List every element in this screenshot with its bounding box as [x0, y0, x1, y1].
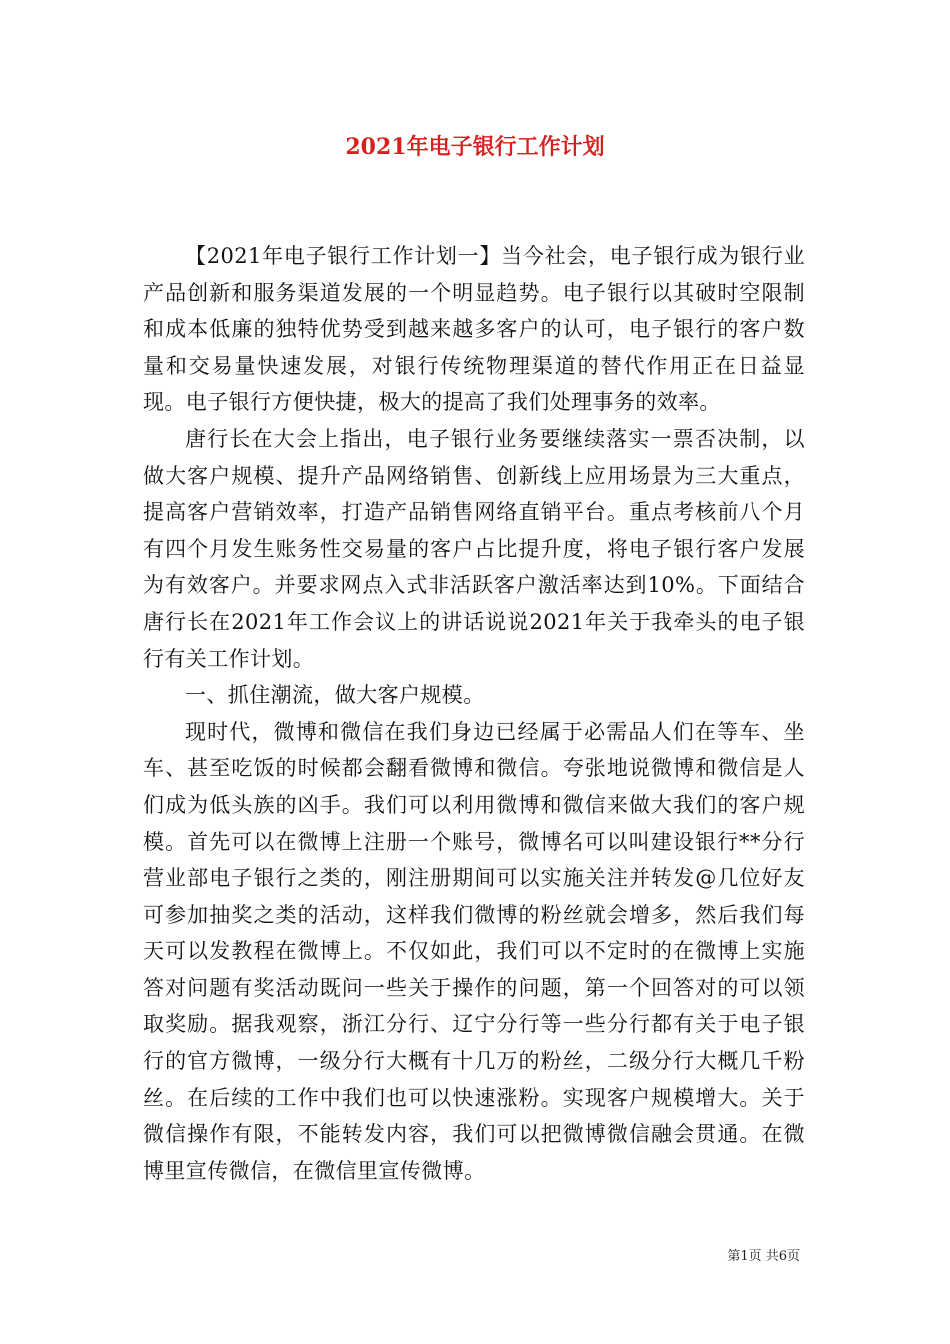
page-number: 第1页 共6页 — [727, 1249, 800, 1264]
document-body — [143, 238, 805, 1189]
section-heading-1: 一、抓住潮流，做大客户规模。 — [185, 683, 485, 708]
paragraph-president-speech: 唐行长在大会上指出，电子银行业务要继续落实一票否决制，以做大客户规模、提升产品网络销售、创新线上应用场景为三大重点，提高客户营销效率，打造产品销售网络直销平台。重点考核前八个月有四个月发生账务性交易量的客户占比提升度，将电子银行客户发展为有效客户。并要求网点入式非活跃客户激活率达到10%。下面结合唐行长在2021年工作会议上的讲话说说2021年关于我牵头的电子银行有关工作计划。 — [143, 426, 805, 671]
paragraph-intro: 【2021年电子银行工作计划一】当今社会，电子银行成为银行业产品创新和服务渠道发展的一个明显趋势。电子银行以其破时空限制和成本低廉的独特优势受到越来越多客户的认可，电子银行的客户数量和交易量快速发展，对银行传统物理渠道的替代作用正在日益显现。电子银行方便快捷，极大的提高了我们处理事务的效率。 — [143, 244, 805, 415]
paragraph-weibo-wechat: 现时代，微博和微信在我们身边已经属于必需品人们在等车、坐车、甚至吃饭的时候都会翻看微博和微信。夸张地说微博和微信是人们成为低头族的凶手。我们可以利用微博和微信来做大我们的客户规模。首先可以在微博上注册一个账号，微博名可以叫建设银行**分行营业部电子银行之类的，刚注册期间可以实施关注并转发@几位好友可参加抽奖之类的活动，这样我们微博的粉丝就会增多，然后我们每天可以发教程在微博上。不仅如此，我们可以不定时的在微博上实施答对问题有奖活动既问一些关于操作的问题，第一个回答对的可以领取奖励。据我观察，浙江分行、辽宁分行等一些分行都有关于电子银行的官方微博，一级分行大概有十几万的粉丝，二级分行大概几千粉丝。在后续的工作中我们也可以快速涨粉。实现客户规模增大。关于微信操作有限，不能转发内容，我们可以把微博微信融会贯通。在微博里宣传微信，在微信里宣传微博。 — [143, 719, 805, 1183]
document-title: 2021年电子银行工作计划 — [345, 134, 605, 160]
